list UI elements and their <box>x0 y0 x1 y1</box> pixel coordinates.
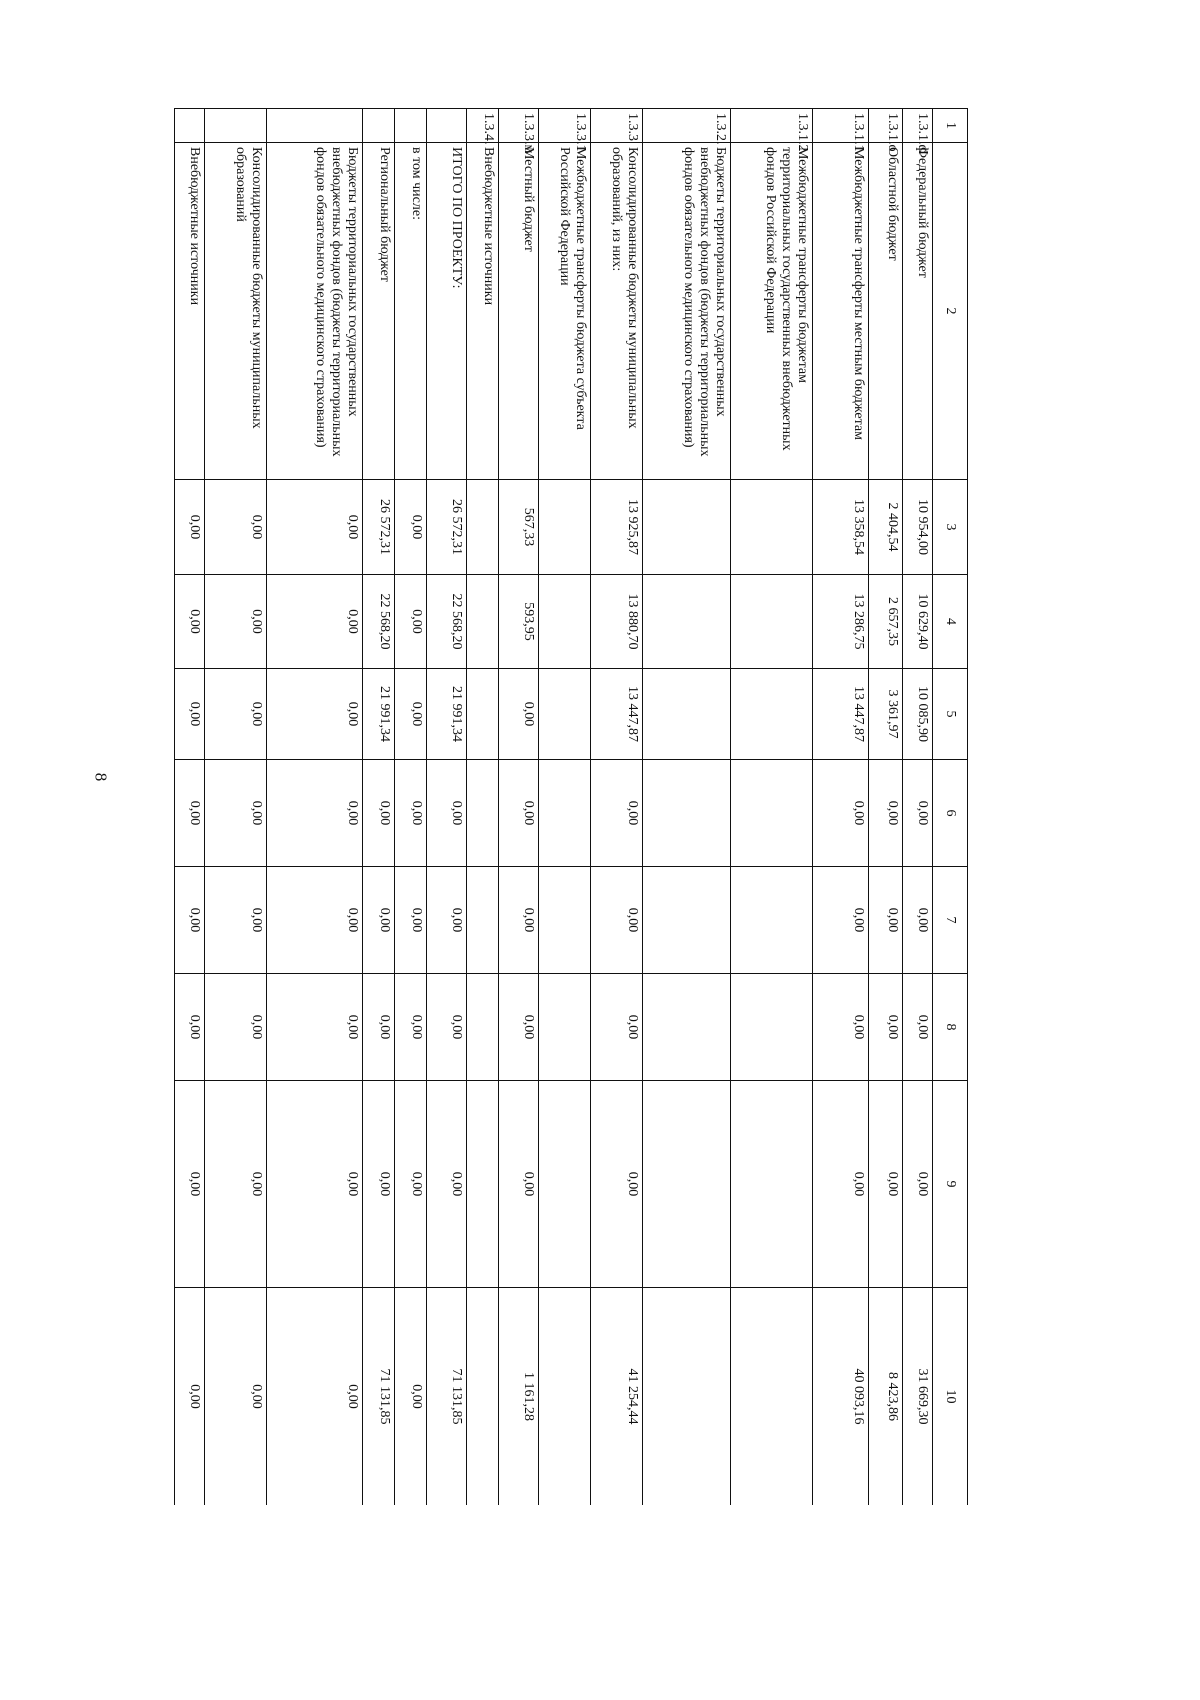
value-cell <box>539 575 591 669</box>
value-cell: 1 161,28 <box>499 1288 539 1506</box>
row-number <box>205 109 267 143</box>
value-cell: 0,00 <box>869 760 903 867</box>
table-row <box>903 109 933 1506</box>
value-cell: 2 657,35 <box>869 575 903 669</box>
value-cell <box>467 760 499 867</box>
value-cell: 0,00 <box>813 867 869 974</box>
value-cell <box>731 760 813 867</box>
value-cell: 593,95 <box>499 575 539 669</box>
value-cell: 0,00 <box>205 1081 267 1288</box>
value-cell <box>643 1081 731 1288</box>
value-cell: 13 447,87 <box>813 669 869 760</box>
value-cell: 0,00 <box>903 867 933 974</box>
value-cell <box>539 867 591 974</box>
row-number: 1.3.2. <box>643 109 731 143</box>
value-cell: 0,00 <box>205 480 267 575</box>
row-name: Областной бюджет <box>869 143 903 480</box>
column-header: 10 <box>933 1288 968 1506</box>
row-name: Региональный бюджет <box>363 143 395 480</box>
column-header: 2 <box>933 143 968 480</box>
value-cell <box>643 760 731 867</box>
value-cell: 0,00 <box>395 669 427 760</box>
table-row <box>427 109 467 1506</box>
value-cell: 0,00 <box>395 575 427 669</box>
value-cell: 21 991,34 <box>427 669 467 760</box>
column-header: 1 <box>933 109 968 143</box>
value-cell: 0,00 <box>903 974 933 1081</box>
value-cell: 3 361,97 <box>869 669 903 760</box>
value-cell: 0,00 <box>363 760 395 867</box>
value-cell: 0,00 <box>903 1081 933 1288</box>
table-frame <box>133 108 968 1505</box>
value-cell: 8 423,86 <box>869 1288 903 1506</box>
row-number: 1.3.4. <box>467 109 499 143</box>
column-header: 7 <box>933 867 968 974</box>
value-cell: 0,00 <box>175 867 205 974</box>
row-number: 1.3.3 <box>591 109 643 143</box>
value-cell: 0,00 <box>499 669 539 760</box>
value-cell: 22 568,20 <box>427 575 467 669</box>
row-number: 1.3.1.ф <box>903 109 933 143</box>
row-name: Межбюджетные трансферты бюджетам территориальных государственных внебюджетных фондов Российской Федерации <box>731 143 813 480</box>
value-cell: 0,00 <box>363 974 395 1081</box>
value-cell <box>539 974 591 1081</box>
value-cell <box>643 669 731 760</box>
value-cell <box>643 1288 731 1506</box>
table-row <box>499 109 539 1506</box>
table-row <box>869 109 903 1506</box>
value-cell <box>467 1288 499 1506</box>
table-row <box>363 109 395 1506</box>
value-cell: 0,00 <box>267 1081 363 1288</box>
row-name: Межбюджетные трансферты местным бюджетам <box>813 143 869 480</box>
value-cell <box>643 867 731 974</box>
column-header: 3 <box>933 480 968 575</box>
row-name: Консолидированные бюджеты муниципальных образований <box>205 143 267 480</box>
value-cell <box>467 974 499 1081</box>
column-header: 5 <box>933 669 968 760</box>
row-number: 1.3.1.1. <box>813 109 869 143</box>
value-cell <box>731 1288 813 1506</box>
table-row <box>175 109 205 1506</box>
value-cell <box>539 669 591 760</box>
value-cell: 0,00 <box>813 974 869 1081</box>
value-cell: 567,33 <box>499 480 539 575</box>
value-cell: 0,00 <box>363 867 395 974</box>
table-row <box>731 109 813 1506</box>
value-cell: 13 358,54 <box>813 480 869 575</box>
value-cell: 10 954,00 <box>903 480 933 575</box>
value-cell: 0,00 <box>591 974 643 1081</box>
value-cell: 0,00 <box>395 480 427 575</box>
value-cell: 0,00 <box>175 480 205 575</box>
value-cell: 2 404,54 <box>869 480 903 575</box>
value-cell: 0,00 <box>427 974 467 1081</box>
value-cell <box>467 867 499 974</box>
value-cell <box>539 1288 591 1506</box>
value-cell: 0,00 <box>205 974 267 1081</box>
value-cell: 10 629,40 <box>903 575 933 669</box>
row-number: 1.3.3.1 <box>539 109 591 143</box>
value-cell: 0,00 <box>175 575 205 669</box>
value-cell <box>539 1081 591 1288</box>
table-row <box>205 109 267 1506</box>
row-name: Федеральный бюджет <box>903 143 933 480</box>
row-number: 1.3.1.2. <box>731 109 813 143</box>
value-cell: 0,00 <box>395 974 427 1081</box>
value-cell: 0,00 <box>903 760 933 867</box>
value-cell: 0,00 <box>175 760 205 867</box>
value-cell <box>467 575 499 669</box>
value-cell <box>643 974 731 1081</box>
row-name: Бюджеты территориальных государственных внебюджетных фондов (бюджеты территориальных фондов обязательного медицинского страхования) <box>643 143 731 480</box>
row-name: Бюджеты территориальных государственных внебюджетных фондов (бюджеты территориальных фондов обязательного медицинского страхования) <box>267 143 363 480</box>
row-number <box>267 109 363 143</box>
table-row <box>395 109 427 1506</box>
value-cell <box>539 760 591 867</box>
row-name: Межбюджетные трансферты бюджета субъекта Российской Федерации <box>539 143 591 480</box>
value-cell: 71 131,85 <box>363 1288 395 1506</box>
value-cell: 0,00 <box>205 669 267 760</box>
value-cell <box>467 669 499 760</box>
value-cell <box>539 480 591 575</box>
value-cell: 0,00 <box>267 974 363 1081</box>
value-cell: 0,00 <box>267 480 363 575</box>
table-row <box>467 109 499 1506</box>
row-number: 1.3.1.о <box>869 109 903 143</box>
table-body <box>175 109 933 1506</box>
table-row <box>539 109 591 1506</box>
value-cell <box>731 974 813 1081</box>
row-name: Консолидированные бюджеты муниципальных образований, из них: <box>591 143 643 480</box>
row-number <box>175 109 205 143</box>
value-cell: 0,00 <box>267 867 363 974</box>
value-cell: 0,00 <box>499 867 539 974</box>
value-cell: 0,00 <box>205 1288 267 1506</box>
value-cell: 0,00 <box>175 1081 205 1288</box>
row-number: 1.3.3.м <box>499 109 539 143</box>
page-number: 8 <box>91 772 111 782</box>
header-row <box>933 109 968 1506</box>
value-cell: 0,00 <box>591 760 643 867</box>
value-cell: 0,00 <box>267 1288 363 1506</box>
column-header: 4 <box>933 575 968 669</box>
value-cell: 0,00 <box>363 1081 395 1288</box>
value-cell <box>731 575 813 669</box>
value-cell: 13 925,87 <box>591 480 643 575</box>
value-cell: 22 568,20 <box>363 575 395 669</box>
value-cell: 0,00 <box>205 867 267 974</box>
table-row <box>591 109 643 1506</box>
value-cell: 0,00 <box>869 974 903 1081</box>
row-name: Местный бюджет <box>499 143 539 480</box>
column-header: 6 <box>933 760 968 867</box>
value-cell <box>467 480 499 575</box>
row-number <box>395 109 427 143</box>
row-number <box>363 109 395 143</box>
value-cell: 0,00 <box>267 575 363 669</box>
value-cell: 71 131,85 <box>427 1288 467 1506</box>
value-cell: 10 085,90 <box>903 669 933 760</box>
table-header <box>933 109 968 1506</box>
value-cell: 0,00 <box>267 669 363 760</box>
value-cell: 0,00 <box>395 1288 427 1506</box>
value-cell: 0,00 <box>175 669 205 760</box>
row-name: ИТОГО ПО ПРОЕКТУ: <box>427 143 467 480</box>
table-row <box>267 109 363 1506</box>
value-cell: 0,00 <box>427 760 467 867</box>
value-cell: 41 254,44 <box>591 1288 643 1506</box>
row-number <box>427 109 467 143</box>
value-cell: 0,00 <box>205 575 267 669</box>
value-cell: 13 286,75 <box>813 575 869 669</box>
value-cell <box>731 480 813 575</box>
row-name: Внебюджетные источники <box>175 143 205 480</box>
value-cell <box>731 1081 813 1288</box>
value-cell: 0,00 <box>395 760 427 867</box>
value-cell: 0,00 <box>591 1081 643 1288</box>
value-cell: 0,00 <box>813 1081 869 1288</box>
value-cell <box>643 480 731 575</box>
value-cell: 31 669,30 <box>903 1288 933 1506</box>
value-cell: 0,00 <box>175 974 205 1081</box>
column-header: 9 <box>933 1081 968 1288</box>
value-cell <box>467 1081 499 1288</box>
column-header: 8 <box>933 974 968 1081</box>
value-cell: 0,00 <box>395 867 427 974</box>
budget-table <box>174 108 968 1505</box>
table-row <box>643 109 731 1506</box>
value-cell: 0,00 <box>427 1081 467 1288</box>
value-cell: 21 991,34 <box>363 669 395 760</box>
value-cell <box>731 867 813 974</box>
value-cell: 0,00 <box>395 1081 427 1288</box>
value-cell: 40 093,16 <box>813 1288 869 1506</box>
value-cell: 0,00 <box>205 760 267 867</box>
table-rotator <box>133 108 968 1505</box>
value-cell <box>731 669 813 760</box>
value-cell: 0,00 <box>499 760 539 867</box>
value-cell: 0,00 <box>869 1081 903 1288</box>
table-row <box>813 109 869 1506</box>
value-cell: 0,00 <box>427 867 467 974</box>
value-cell: 13 880,70 <box>591 575 643 669</box>
value-cell: 0,00 <box>267 760 363 867</box>
value-cell: 0,00 <box>499 974 539 1081</box>
value-cell: 0,00 <box>499 1081 539 1288</box>
value-cell: 0,00 <box>869 867 903 974</box>
value-cell: 26 572,31 <box>363 480 395 575</box>
value-cell: 0,00 <box>813 760 869 867</box>
row-name: Внебюджетные источники <box>467 143 499 480</box>
value-cell: 0,00 <box>591 867 643 974</box>
value-cell <box>643 575 731 669</box>
value-cell: 13 447,87 <box>591 669 643 760</box>
value-cell: 0,00 <box>175 1288 205 1506</box>
value-cell: 26 572,31 <box>427 480 467 575</box>
row-name: в том числе: <box>395 143 427 480</box>
